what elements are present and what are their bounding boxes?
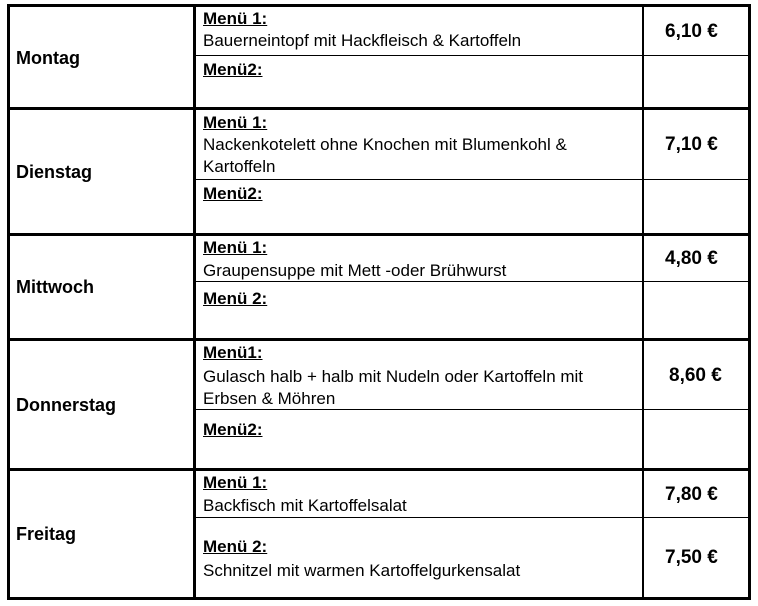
menu-price: 4,80 € (665, 248, 718, 269)
menu-separator (195, 179, 748, 180)
weekly-menu-table (7, 4, 751, 600)
menu-price: 7,80 € (665, 484, 718, 505)
menu-label: Menü 2: (203, 537, 268, 556)
menu-label: Menü2: (203, 184, 263, 203)
menu-description: Nackenkotelett ohne Knochen mit Blumenkohl & Kartoffeln (203, 135, 567, 176)
day-separator (10, 233, 748, 236)
menu-description: Bauerneintopf mit Hackfleisch & Kartoffeln (203, 31, 522, 50)
day-label-donnerstag: Donnerstag (16, 395, 117, 415)
day-label-montag: Montag (16, 48, 80, 68)
column-divider (193, 7, 196, 597)
menu-label: Menü1: (203, 343, 263, 362)
day-separator (10, 468, 748, 471)
menu-label: Menü 1: (203, 113, 268, 132)
menu-separator (195, 517, 748, 518)
menu-label: Menü 1: (203, 9, 268, 28)
menu-label: Menü 1: (203, 473, 268, 492)
menu-price: 6,10 € (665, 21, 718, 42)
day-label-freitag: Freitag (16, 524, 77, 544)
menu-price: 7,10 € (665, 134, 718, 155)
menu-description: Schnitzel mit warmen Kartoffelgurkensalat (203, 561, 521, 580)
menu-label: Menü 2: (203, 289, 268, 308)
menu-separator (195, 55, 748, 56)
day-separator (10, 107, 748, 110)
menu-label: Menü2: (203, 60, 263, 79)
menu-label: Menü 1: (203, 238, 268, 257)
day-label-mittwoch: Mittwoch (16, 277, 94, 297)
menu-label: Menü2: (203, 420, 263, 439)
menu-price: 7,50 € (665, 547, 718, 568)
menu-description: Backfisch mit Kartoffelsalat (203, 496, 407, 515)
menu-price: 8,60 € (669, 365, 722, 386)
menu-description: Graupensuppe mit Mett -oder Brühwurst (203, 261, 507, 280)
menu-description: Gulasch halb + halb mit Nudeln oder Kartoffeln mit Erbsen & Möhren (203, 367, 584, 408)
day-label-dienstag: Dienstag (16, 162, 93, 182)
day-separator (10, 338, 748, 341)
